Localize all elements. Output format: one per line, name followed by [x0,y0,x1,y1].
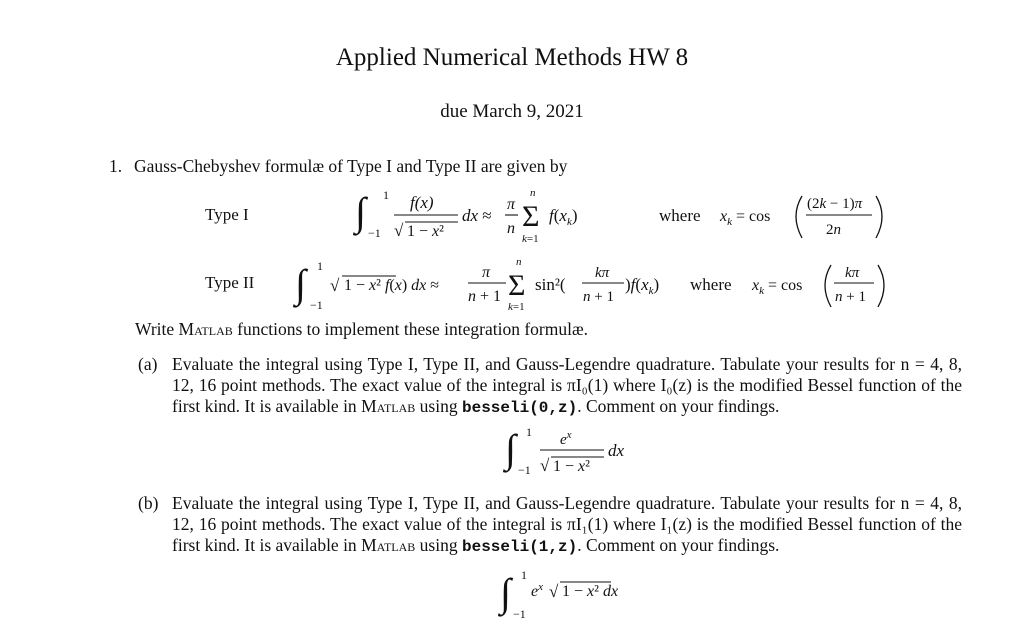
cos-denominator: 2n [826,222,841,238]
part-a-using: using [415,396,462,416]
sum-lower-2: k=1 [508,301,525,313]
type-2-label: Type II [205,273,255,292]
problem-number: 1. [109,156,123,176]
part-a-text [172,354,962,419]
sin-denominator: n + 1 [583,289,614,305]
problem-1-intro [109,156,567,177]
part-a-code: besseli(0,z) [461,399,578,417]
sum-upper: n [530,187,536,199]
type-1-formula [350,184,890,246]
integral-lower-limit-2: −1 [310,298,323,312]
xk-equals-cos: $x_k = \cos$ [720,208,771,228]
cos-numerator-2: kπ [845,265,860,281]
right-paren-path-2 [878,265,884,307]
sqrt-content: 1 − x² [407,223,444,240]
write-matlab-line [135,319,588,340]
n-denominator: n [507,220,515,237]
type-2-formula [290,255,900,319]
part-b-text [172,493,962,558]
pi-numerator-2: π [482,264,491,281]
left-paren-path [796,196,802,238]
part-b-text-post: . Comment on your findings. [577,535,780,555]
part-a-text-post: . Comment on your findings. [577,396,780,416]
sqrt-content-b: 1 − x² dx [562,583,619,600]
write-post: functions to implement these integration formulæ. [232,319,589,339]
sqrt-sign: √ [394,221,404,240]
where-label: where [659,206,701,225]
part-a-matlab: Matlab [361,396,416,416]
sum-sign: Σ [522,200,540,233]
part-b-text-pre: Evaluate the integral using Type I, Type II, and Gauss-Legendre quadrature. Tabulate your results for n = 4, 8, 12, 16 point methods. The exact value of the integral is πI₁(1) where I₁(z) is the modified Bessel function of the first kind. It is available in [172,493,962,555]
integral-lower-b: −1 [513,607,526,621]
integral-lower-limit: −1 [368,226,381,240]
dx-a: dx [608,441,625,460]
part-b-code: besseli(1,z) [461,538,578,556]
right-paren-path [876,196,882,238]
integral-upper-a: 1 [526,425,532,439]
integral-lower-a: −1 [518,463,531,477]
sin-body: )$f(x_k)$ [625,275,660,297]
matlab-word: Matlab [178,319,233,339]
dx-approx: dx ≈ [462,206,492,225]
sum-sign-2: Σ [508,269,526,302]
part-b-matlab: Matlab [361,535,416,555]
ex-b: $e^x$ [531,581,543,600]
part-b-integral [495,566,645,624]
sqrt-content-a: 1 − x² [553,458,590,475]
numerator-fx: f(x) [410,193,434,212]
part-a-label: (a) [138,354,158,374]
integral-sign-b: ∫ [500,570,511,615]
sum-body: $f(x_k)$ [549,206,578,228]
type-1-label: Type I [205,205,249,224]
part-b-label: (b) [138,493,159,513]
integral-upper-limit: 1 [383,188,389,202]
pi-numerator: π [507,196,516,213]
xk-equals-cos-2: $x_k = \cos$ [752,277,803,297]
left-paren-path-2 [825,265,831,307]
cos-denominator-2: n + 1 [835,289,866,305]
write-pre: Write [135,319,179,339]
sum-lower: k=1 [522,233,539,245]
sqrt-sign-a: √ [540,456,550,475]
cos-numerator: (2k − 1)π [807,196,863,212]
ex-numerator: $e^x$ [560,429,572,448]
part-a-integral [500,422,640,480]
due-date: due March 9, 2021 [440,101,584,122]
sqrt-sign-2: √ [330,276,340,295]
sum-upper-2: n [516,256,522,268]
sqrt-sign-b: √ [549,582,559,601]
problem-intro-text: Gauss-Chebyshev formulæ of Type I and Type II are given by [134,156,568,176]
integral-upper-limit-2: 1 [317,259,323,273]
part-b-using: using [415,535,462,555]
integral-upper-b: 1 [521,568,527,582]
sin-numerator: kπ [595,265,610,281]
integral-sign: ∫ [355,189,366,234]
integral-sign-2: ∫ [295,261,306,306]
n-plus-1-denominator: n + 1 [468,288,502,305]
integral-sign-a: ∫ [505,426,516,471]
page-title: Applied Numerical Methods HW 8 [335,44,689,71]
where-label-2: where [690,275,732,294]
sqrt-content-2: 1 − x² f(x) dx ≈ [344,277,440,294]
part-a-text-pre: Evaluate the integral using Type I, Type II, and Gauss-Legendre quadrature. Tabulate your results for n = 4, 8, 12, 16 point methods. The exact value of the integral is πI₀(1) where I₀(z) is the modified Bessel function of the first kind. It is available in [172,354,962,416]
sin-squared: sin²( [535,275,566,294]
